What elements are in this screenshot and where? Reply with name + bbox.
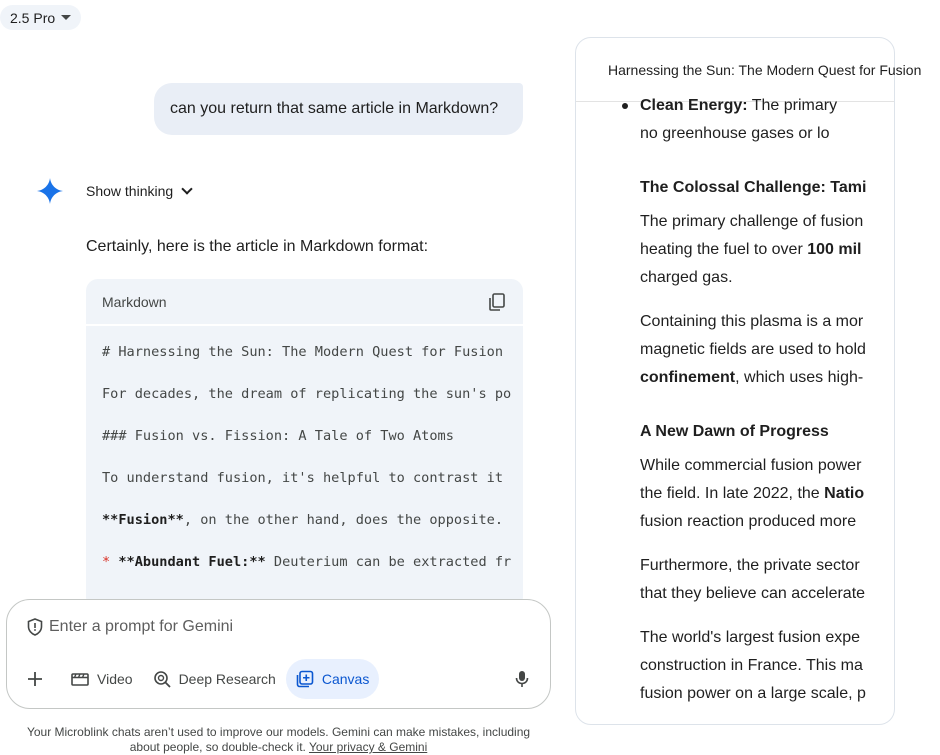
disclaimer-line-2: [0, 740, 557, 755]
code-content: [86, 326, 523, 596]
canvas-text: construction in France. This ma: [640, 657, 863, 674]
canvas-text: The primary challenge of fusion: [640, 213, 864, 230]
disclaimer-text: about people, so double-check it.: [129, 740, 309, 754]
prompt-toolbar: [23, 658, 379, 700]
user-message-bubble: [154, 83, 523, 135]
canvas-text-line: [640, 480, 940, 508]
show-thinking-label: Show thinking: [86, 183, 174, 199]
gemini-spark-icon: [37, 178, 63, 204]
code-line: [102, 512, 523, 554]
deep-research-tool-label: Deep Research: [178, 671, 276, 687]
code-block: [86, 279, 523, 609]
canvas-text: heating the fuel to over: [640, 241, 808, 258]
plus-icon: [27, 671, 43, 687]
canvas-text: no greenhouse gases or lo: [640, 125, 830, 142]
response-intro: Certainly, here is the article in Markdown format:: [86, 238, 429, 255]
canvas-text: fusion power on a large scale, p: [640, 685, 866, 702]
code-line: # Harnessing the Sun: The Modern Quest for Fusion: [102, 344, 504, 360]
show-thinking-toggle[interactable]: [86, 180, 191, 202]
canvas-bold-text: 100 mil: [807, 241, 862, 258]
caret-down-icon: [61, 15, 71, 20]
shield-icon: [27, 618, 43, 636]
canvas-text: While commercial fusion power: [640, 457, 862, 474]
deep-research-icon: [153, 670, 171, 688]
deep-research-tool-button[interactable]: [143, 659, 286, 699]
canvas-document: [640, 97, 940, 708]
user-message-text: can you return that same article in Markdown?: [170, 100, 499, 117]
canvas-tool-button[interactable]: [286, 659, 379, 699]
canvas-text-line: [640, 364, 940, 392]
canvas-paragraph: [640, 308, 940, 392]
chevron-down-icon: [182, 183, 193, 194]
canvas-heading: A New Dawn of Progress: [640, 423, 829, 440]
canvas-text: fusion reaction produced more: [640, 513, 857, 530]
canvas-panel: [575, 37, 922, 725]
canvas-text: magnetic fields are used to hold: [640, 341, 866, 358]
code-bold-text: **Fusion**: [102, 512, 184, 528]
prompt-box: [6, 599, 551, 709]
model-selector[interactable]: [0, 5, 81, 30]
code-bold-text: **Abundant Fuel:**: [118, 554, 266, 570]
canvas-bold-text: Clean Energy:: [640, 97, 748, 114]
code-line: [102, 554, 523, 596]
video-tool-label: Video: [97, 671, 133, 687]
canvas-text: Containing this plasma is a mor: [640, 313, 864, 330]
code-bullet-star: *: [102, 554, 111, 570]
code-text: , on the other hand, does the opposite.: [183, 512, 504, 528]
canvas-text: charged gas.: [640, 269, 733, 286]
copy-icon[interactable]: [487, 292, 507, 312]
list-item: [640, 92, 940, 120]
disclaimer: [0, 725, 557, 755]
canvas-text-line: [640, 236, 940, 264]
code-line: ### Fusion vs. Fission: A Tale of Two Atoms: [102, 428, 454, 444]
canvas-tool-label: Canvas: [321, 671, 370, 687]
model-selector-label: 2.5 Pro: [10, 9, 56, 26]
code-language-label: Markdown: [102, 293, 167, 310]
canvas-title: Harnessing the Sun: The Modern Quest for Fusion: [608, 61, 922, 78]
canvas-paragraph: [640, 452, 940, 536]
canvas-heading: The Colossal Challenge: Tami: [640, 179, 867, 196]
code-block-header: [86, 279, 523, 326]
canvas-bold-text: Natio: [824, 485, 865, 502]
privacy-link[interactable]: Your privacy & Gemini: [308, 740, 428, 754]
prompt-input[interactable]: [49, 618, 449, 636]
canvas-paragraph: [640, 208, 940, 292]
video-tool-button[interactable]: [61, 659, 143, 699]
canvas-text: , which uses high-: [735, 369, 864, 386]
prompt-input-row: [27, 618, 449, 636]
code-text: Deuterium can be extracted fr: [265, 554, 512, 570]
canvas-text: that they believe can accelerate: [640, 585, 866, 602]
canvas-paragraph: [640, 624, 940, 708]
canvas-icon: [296, 670, 314, 688]
microphone-icon[interactable]: [514, 670, 530, 688]
add-button[interactable]: [23, 667, 47, 691]
code-line: To understand fusion, it's helpful to contrast it: [102, 470, 504, 486]
canvas-text: The world's largest fusion expe: [640, 629, 861, 646]
code-line: For decades, the dream of replicating the sun's po: [102, 386, 512, 402]
disclaimer-line-1: Your Microblink chats aren’t used to improve our models. Gemini can make mistakes, including: [26, 725, 531, 739]
canvas-bold-text: confinement: [640, 369, 736, 386]
canvas-text: the field. In late 2022, the: [640, 485, 825, 502]
canvas-paragraph: [640, 552, 940, 608]
video-icon: [71, 671, 89, 687]
canvas-text: The primary: [747, 97, 838, 114]
canvas-text: Furthermore, the private sector: [640, 557, 860, 574]
